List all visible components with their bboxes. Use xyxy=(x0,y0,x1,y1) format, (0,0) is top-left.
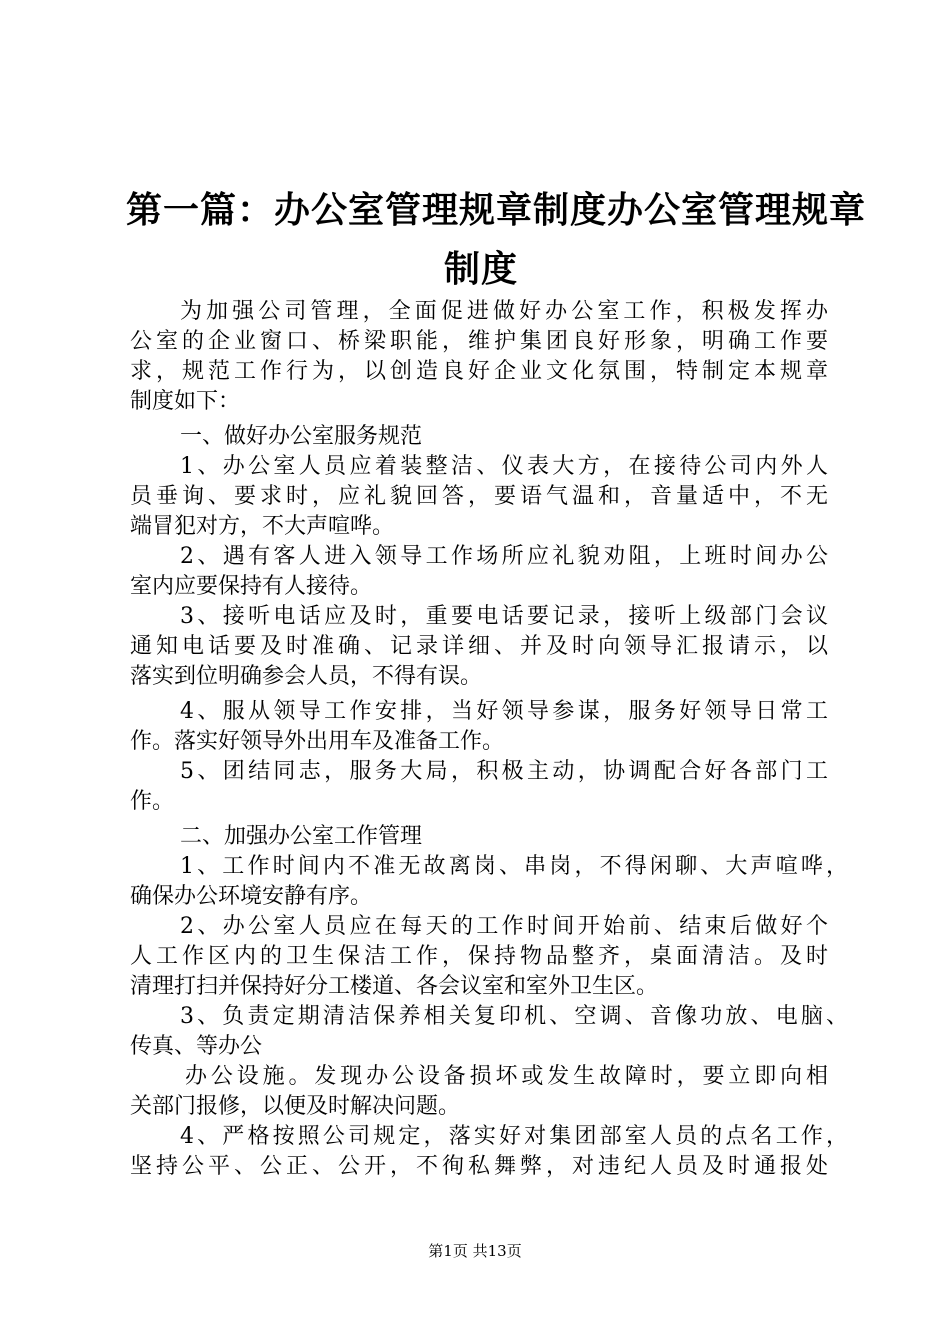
body-text-line: 4、服从领导工作安排，当好领导参谋，服务好领导日常工 xyxy=(180,699,832,724)
body-text-line: 二、加强办公室工作管理 xyxy=(180,824,423,849)
body-text-line: 公室的企业窗口、桥梁职能，维护集团良好形象，明确工作要 xyxy=(130,329,833,354)
body-text-line: 1、工作时间内不准无故离岗、串岗，不得闲聊、大声喧哗， xyxy=(180,854,852,879)
body-text-line: 关部门报修，以便及时解决问题。 xyxy=(130,1094,461,1119)
body-text-line: 端冒犯对方，不大声喧哗。 xyxy=(130,514,395,539)
body-text-line: 作。落实好领导外出用车及准备工作。 xyxy=(130,729,505,754)
body-text-line: 办公设施。发现办公设备损坏或发生故障时，要立即向相 xyxy=(185,1064,832,1089)
body-text-line: 清理打扫并保持好分工楼道、各会议室和室外卫生区。 xyxy=(130,974,659,999)
body-text-line: 确保办公环境安静有序。 xyxy=(130,884,373,909)
body-text-line: 落实到位明确参会人员，不得有误。 xyxy=(130,664,483,689)
body-text-line: 4、严格按照公司规定，落实好对集团部室人员的点名工作， xyxy=(180,1124,852,1149)
body-text-line: 作。 xyxy=(130,789,175,814)
body-text-line: 为加强公司管理，全面促进做好办公室工作，积极发挥办 xyxy=(180,299,833,324)
body-text-line: 2、办公室人员应在每天的工作时间开始前、结束后做好个 xyxy=(180,914,832,939)
body-text-line: 员垂询、要求时，应礼貌回答，要语气温和，音量适中，不无 xyxy=(130,484,833,509)
body-text-line: 1、办公室人员应着装整洁、仪表大方，在接待公司内外人 xyxy=(180,454,832,479)
body-text-line: 人工作区内的卫生保洁工作，保持物品整齐，桌面清洁。及时 xyxy=(130,944,833,969)
body-text-line: 制度如下： xyxy=(130,389,241,414)
body-text-line: 通知电话要及时准确、记录详细、并及时向领导汇报请示，以 xyxy=(130,634,833,659)
body-text-line: 坚持公平、公正、公开，不徇私舞弊，对违纪人员及时通报处 xyxy=(130,1154,833,1179)
document-title-line-1: 第一篇：办公室管理规章制度办公室管理规章 xyxy=(126,189,867,231)
body-text-line: 传真、等办公 xyxy=(130,1034,263,1059)
body-text-line: 5、团结同志，服务大局，积极主动，协调配合好各部门工 xyxy=(180,759,832,784)
body-text-line: 3、负责定期清洁保养相关复印机、空调、音像功放、电脑、 xyxy=(180,1004,852,1029)
body-text-line: 室内应要保持有人接待。 xyxy=(130,574,373,599)
body-text-line: 2、遇有客人进入领导工作场所应礼貌劝阻，上班时间办公 xyxy=(180,544,832,569)
body-text-line: 求，规范工作行为，以创造良好企业文化氛围，特制定本规章 xyxy=(130,359,833,384)
document-title-line-2: 制度 xyxy=(443,248,518,290)
body-text-line: 一、做好办公室服务规范 xyxy=(180,424,423,449)
body-text-line: 3、接听电话应及时，重要电话要记录，接听上级部门会议 xyxy=(180,604,832,629)
page-number-footer: 第1页 共13页 xyxy=(428,1242,522,1260)
